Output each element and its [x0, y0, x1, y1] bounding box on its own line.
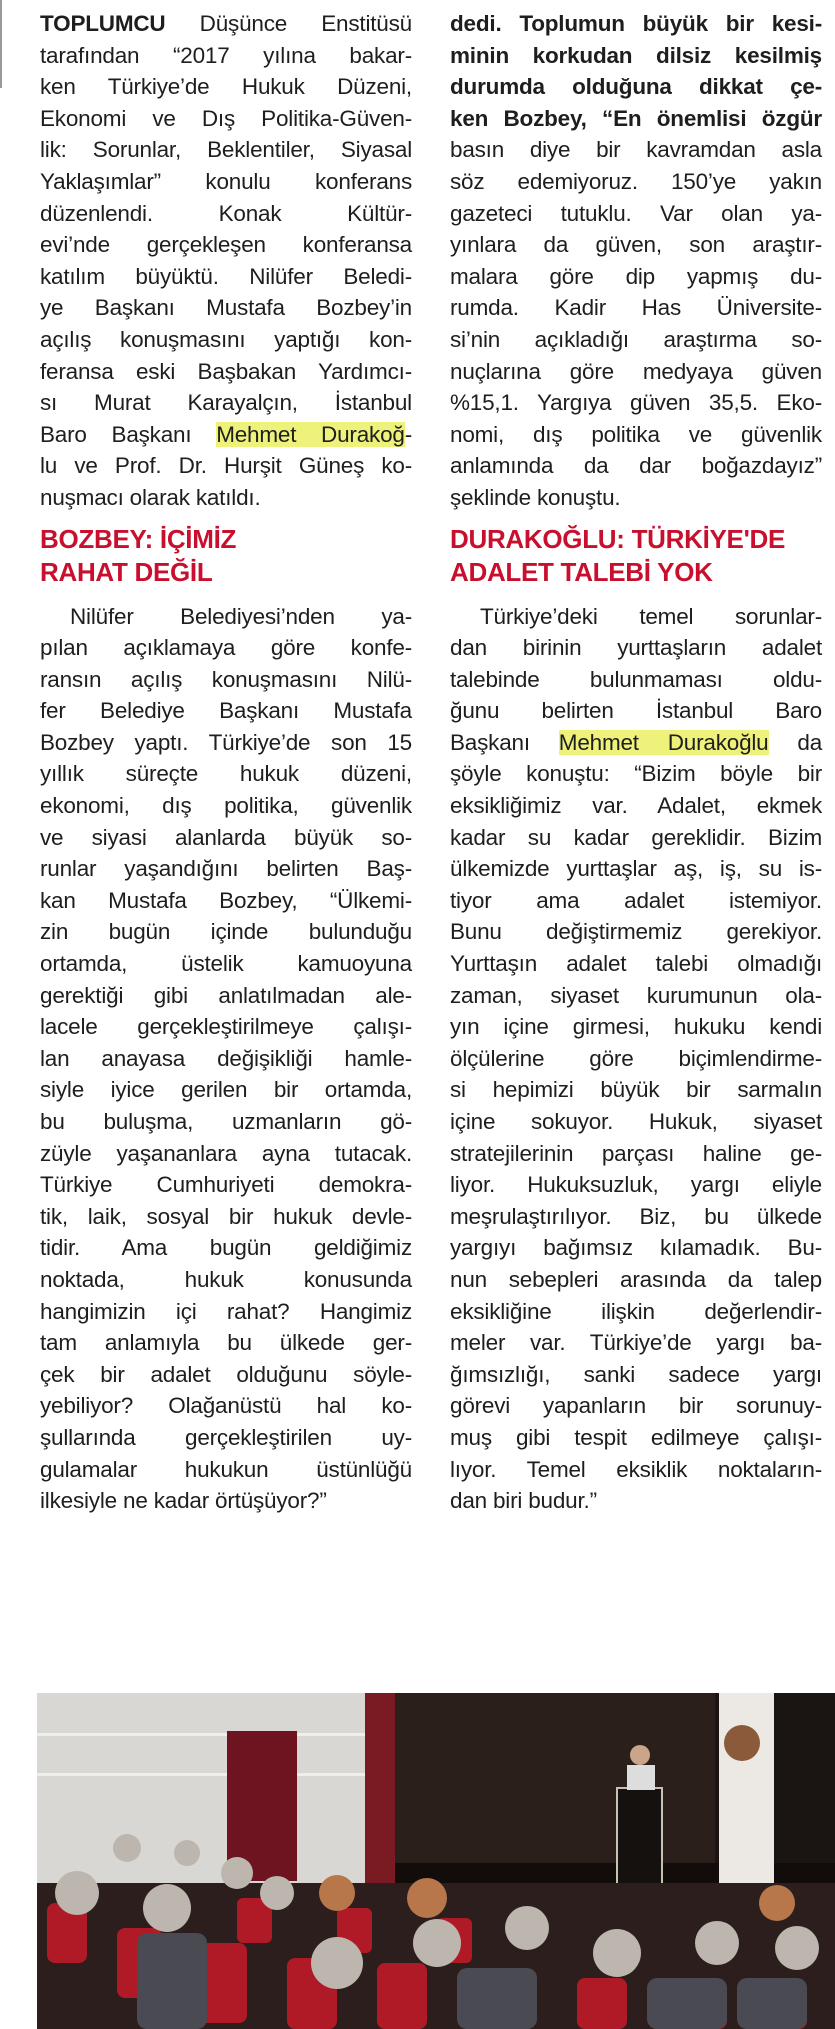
text-line: si hepimizi büyük bir sarmalın	[450, 1077, 822, 1103]
text-line: nuşmacı olarak katıldı.	[40, 484, 261, 510]
text-line: çek bir adalet olduğunu söyle-	[40, 1361, 412, 1387]
text-line: lıyor. Temel eksiklik noktaların-	[450, 1456, 822, 1482]
text-line: zaman, siyaset kurumunun ola-	[450, 982, 822, 1008]
text-line: nomi, dış politika ve güvenlik	[450, 421, 822, 447]
text-line: yargıyı bağımsız kılamadık. Bu-	[450, 1235, 822, 1261]
text-line: şullarında gerçekleştirilen uy-	[40, 1424, 412, 1450]
text-line: yın içine girmesi, hukuku kendi	[450, 1014, 822, 1040]
text-line: muş gibi tespit edilmeye çalışı-	[450, 1424, 822, 1450]
text-line: runlar yaşandığını belirten Baş-	[40, 856, 412, 882]
text-line: nuçlarına göre medyaya güven	[450, 358, 822, 384]
text-line: yebiliyor? Olağanüstü hal ko-	[40, 1393, 412, 1419]
text-line	[450, 727, 822, 759]
text-line: tiyor ama adalet istemiyor.	[450, 887, 822, 913]
text-line: ğımsızlığı, sanki sadece yargı	[450, 1361, 822, 1387]
lead-word: TOPLUMCU	[40, 11, 166, 36]
text-line: basın diye bir kavramdan asla	[450, 137, 822, 163]
text-line: tarafından “2017 yılına bakar-	[40, 42, 412, 68]
right-subheading-line: ADALET TALEBİ YOK	[450, 556, 713, 587]
text-line: Yaklaşımlar” konulu konferans	[40, 168, 412, 194]
text-line: noktada, hukuk konusunda	[40, 1266, 412, 1292]
text-line	[40, 419, 412, 451]
conference-photo	[37, 1693, 835, 2029]
left-subheading-line: RAHAT DEĞİL	[40, 556, 213, 587]
text-line: rumda. Kadir Has Üniversite-	[450, 295, 822, 321]
text-line: Yurttaşın adalet talebi olmadığı	[450, 951, 822, 977]
text-line: Türkiye Cumhuriyeti demokra-	[40, 1172, 412, 1198]
text-line: eksikliğimiz var. Adalet, ekmek	[450, 793, 822, 819]
text-line: kadar su kadar gereklidir. Bizim	[450, 824, 822, 850]
text-line: ken Bozbey, “En önemlisi özgür	[450, 105, 822, 131]
text-line: içine sokuyor. Hukuk, siyaset	[450, 1109, 822, 1134]
text-line: ölçülerine göre biçimlendirme-	[450, 1045, 822, 1071]
right-subheading	[450, 523, 822, 589]
left-subheading	[40, 523, 412, 589]
text-line: bu buluşma, uzmanların gö-	[40, 1109, 412, 1134]
highlighted-name: Mehmet Durakoğ	[216, 421, 405, 447]
text-line: Bunu değiştirmemiz gerekiyor.	[450, 919, 822, 945]
text-line: tik, laik, sosyal bir hukuk devle-	[40, 1203, 412, 1229]
text-line: kan Mustafa Bozbey, “Ülkemi-	[40, 887, 412, 913]
text-line: dan biri budur.”	[450, 1488, 597, 1514]
text-line: Ekonomi ve Dış Politika-Güven-	[40, 105, 412, 131]
text-line: görevi yapanların bir sorunuy-	[450, 1393, 822, 1419]
text-line: lacele gerçekleştirilmeye çalışı-	[40, 1014, 412, 1040]
text-line: meler var. Türkiye’de yargı ba-	[450, 1330, 822, 1356]
text-line: şeklinde konuştu.	[450, 484, 621, 510]
text-line: hangimizin içi rahat? Hangimiz	[40, 1298, 412, 1324]
text-line: gazeteci tutuklu. Var olan ya-	[450, 200, 822, 226]
text-line: sı Murat Karayalçın, İstanbul	[40, 390, 412, 416]
left-column	[40, 8, 412, 1517]
text-line: gerektiği gibi anlatılmadan ale-	[40, 982, 412, 1008]
text-line: ortamda, üstelik kamuoyuna	[40, 951, 412, 977]
text-line: dan birinin yurttaşların adalet	[450, 635, 822, 661]
text-line: lik: Sorunlar, Beklentiler, Siyasal	[40, 137, 412, 163]
left-body	[40, 601, 412, 1517]
text-line: tam anlamıyla bu ülkede ger-	[40, 1330, 412, 1356]
text-line: yıllık süreçte hukuk düzeni,	[40, 761, 412, 787]
line-text: Baro Başkanı	[40, 421, 217, 447]
audience-photo-illustration	[37, 1693, 835, 2029]
text-line: yınlara da güven, son araştır-	[450, 232, 822, 258]
text-line: lu ve Prof. Dr. Hurşit Güneş ko-	[40, 453, 412, 479]
text-line: gulamalar hukukun üstünlüğü	[40, 1456, 412, 1482]
text-line: nun sebepleri arasında da talep	[450, 1266, 822, 1292]
text-line: açılış konuşmasını yaptığı kon-	[40, 326, 412, 352]
text-line: stratejilerinin parçası haline ge-	[450, 1140, 822, 1166]
left-subheading-line: BOZBEY: İÇİMİZ	[40, 523, 237, 554]
text-line: düzenlendi. Konak Kültür-	[40, 200, 412, 226]
text-line: züyle yaşananlara ayna tutacak.	[40, 1140, 412, 1166]
text-line: malara göre dip yapmış du-	[450, 263, 822, 289]
right-body	[450, 601, 822, 1517]
text-line: talebinde bulunmaması oldu-	[450, 666, 822, 692]
left-intro	[40, 8, 412, 514]
column-rule	[0, 0, 2, 88]
line-text: Başkanı	[450, 729, 559, 755]
text-line: Nilüfer Belediyesi’nden ya-	[70, 603, 412, 629]
right-intro	[450, 8, 822, 514]
text-line: söz edemiyoruz. 150’ye yakın	[450, 168, 822, 194]
text-line: ülkemizde yurttaşlar aş, iş, su is-	[450, 856, 822, 882]
line-text: Düşünce Enstitüsü	[165, 11, 412, 36]
text-line: ken Türkiye’de Hukuk Düzeni,	[40, 74, 412, 100]
text-line: ekonomi, dış politika, güvenlik	[40, 793, 412, 819]
text-line: liyor. Hukuksuzluk, yargı eliyle	[450, 1172, 822, 1198]
text-line: durumda olduğuna dikkat çe-	[450, 74, 822, 100]
text-line: pılan açıklamaya göre konfe-	[40, 635, 412, 661]
text-line: katılım büyüktü. Nilüfer Beledi-	[40, 263, 412, 289]
text-line: Türkiye’deki temel sorunlar-	[480, 603, 822, 629]
text-line: Bozbey yaptı. Türkiye’de son 15	[40, 729, 412, 755]
text-line: eksikliğine ilişkin değerlendir-	[450, 1298, 822, 1324]
text-line: ye Başkanı Mustafa Bozbey’in	[40, 295, 412, 321]
text-line: fer Belediye Başkanı Mustafa	[40, 698, 412, 724]
text-line: şöyle konuştu: “Bizim böyle bir	[450, 761, 822, 787]
text-line: minin korkudan dilsiz kesilmiş	[450, 42, 822, 68]
text-line: meşrulaştırılıyor. Biz, bu ülkede	[450, 1203, 822, 1229]
text-line: anlamında da dar boğazdayız”	[450, 453, 822, 479]
text-line: ilkesiyle ne kadar örtüşüyor?”	[40, 1488, 327, 1514]
text-line: feransa eski Başbakan Yardımcı-	[40, 358, 412, 384]
text-line: siyle iyice gerilen bir ortamda,	[40, 1077, 412, 1103]
text-line: ğunu belirten İstanbul Baro	[450, 698, 822, 724]
text-line: evi’nde gerçekleşen konferansa	[40, 232, 412, 258]
text-line	[40, 8, 412, 40]
line-text: -	[404, 421, 412, 447]
text-line: ve siyasi alanlarda büyük so-	[40, 824, 412, 850]
right-column	[450, 8, 822, 1517]
text-line: zin bugün içinde bulunduğu	[40, 919, 412, 945]
text-line: lan anayasa değişikliği hamle-	[40, 1045, 412, 1071]
text-line: si’nin açıkladığı araştırma so-	[450, 326, 822, 352]
line-text: da	[768, 729, 823, 755]
text-line: tidir. Ama bugün geldiğimiz	[40, 1235, 412, 1261]
right-subheading-line: DURAKOĞLU: TÜRKİYE'DE	[450, 523, 785, 554]
text-line: dedi. Toplumun büyük bir kesi-	[450, 11, 822, 36]
highlighted-name: Mehmet Durakoğlu	[558, 729, 769, 755]
text-line: ransın açılış konuşmasını Nilü-	[40, 666, 412, 692]
text-line: %15,1. Yargıya güven 35,5. Eko-	[450, 390, 822, 416]
